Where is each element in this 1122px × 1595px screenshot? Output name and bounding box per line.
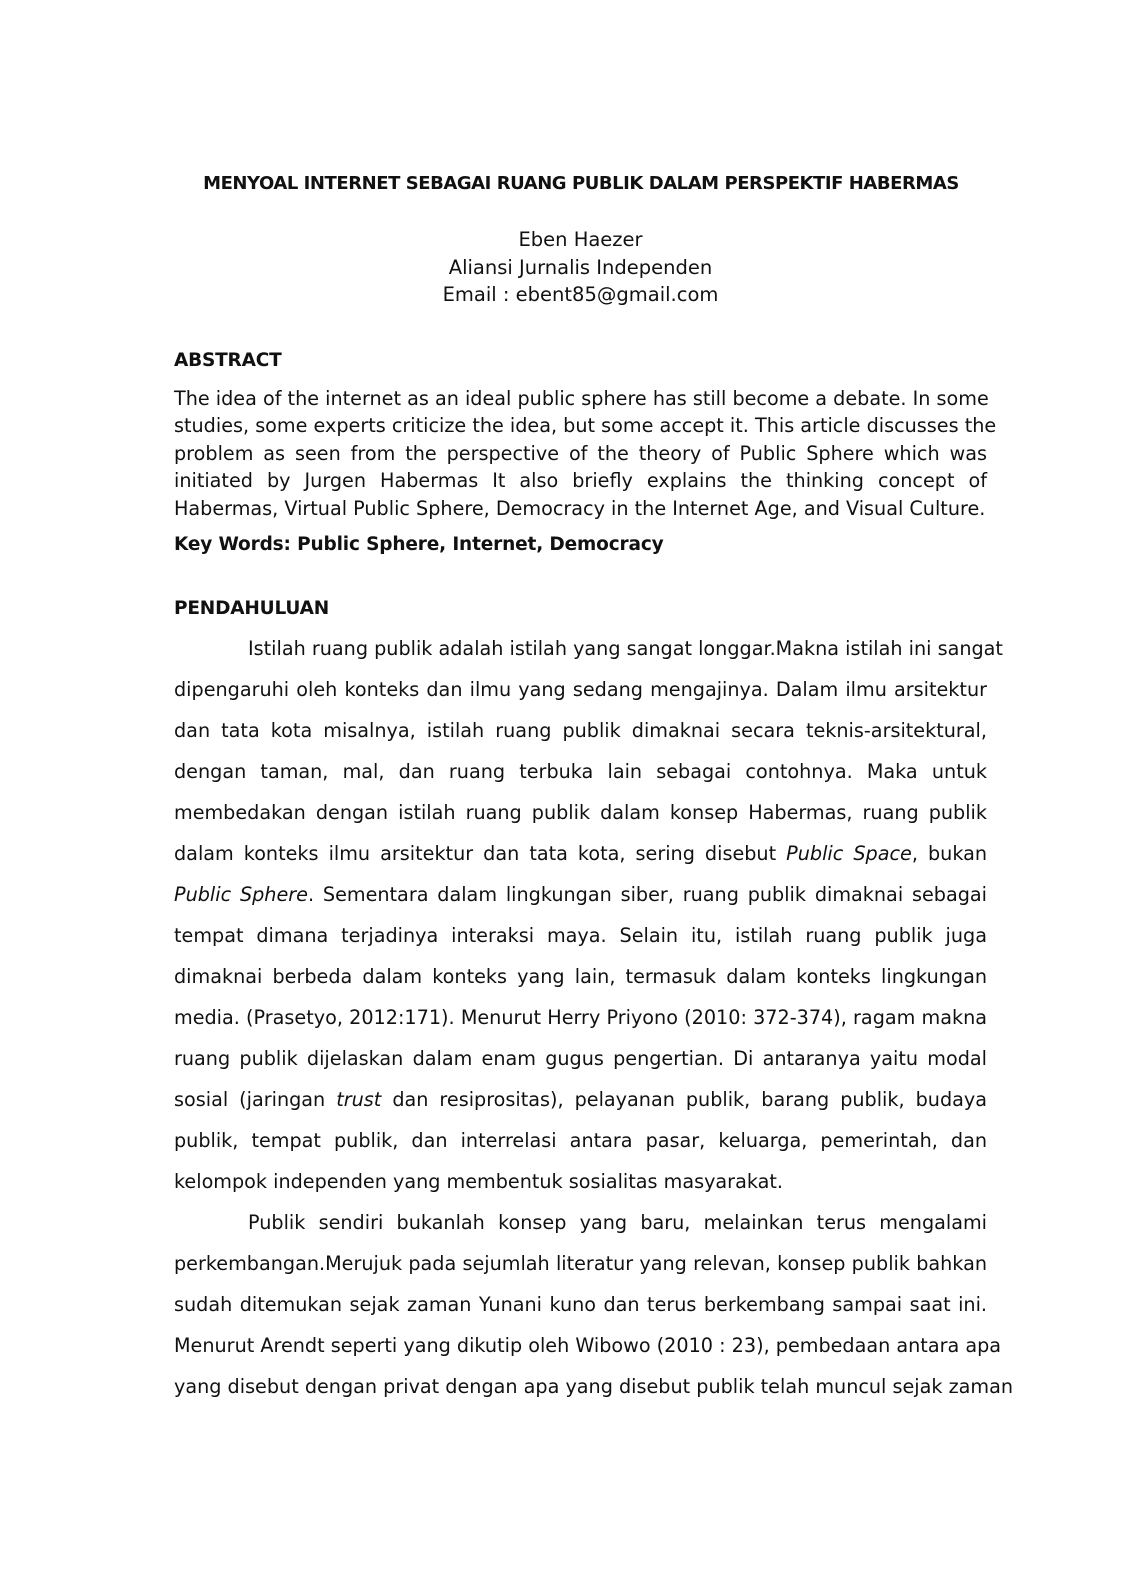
- body-line: tempat dimana terjadinya interaksi maya. Selain itu, istilah ruang publik juga: [174, 924, 987, 947]
- abstract-line: studies, some experts criticize the idea, but some accept it. This article discusses the: [174, 414, 997, 437]
- abstract-line: Habermas, Virtual Public Sphere, Democracy in the Internet Age, and Visual Culture.: [174, 496, 986, 520]
- abstract-text: [174, 385, 997, 523]
- body-line: sudah ditemukan sejak zaman Yunani kuno dan terus berkembang sampai saat ini.: [174, 1293, 987, 1316]
- author-email: Email : ebent85@gmail.com: [442, 283, 719, 306]
- author-name: Eben Haezer: [518, 228, 643, 251]
- introduction-paragraph-2: [174, 1202, 1014, 1407]
- body-line: dipengaruhi oleh konteks dan ilmu yang sedang mengajinya. Dalam ilmu arsitektur: [174, 678, 987, 701]
- body-line: [174, 833, 987, 874]
- body-text-run: sosial (jaringan: [174, 1088, 337, 1111]
- abstract-line: problem as seen from the perspective of the theory of Public Sphere which was: [174, 441, 987, 465]
- body-line: dengan taman, mal, dan ruang terbuka lain sebagai contohnya. Maka untuk: [174, 760, 987, 783]
- body-line: membedakan dengan istilah ruang publik dalam konsep Habermas, ruang publik: [174, 801, 987, 824]
- abstract-heading: ABSTRACT: [174, 349, 282, 371]
- italic-term: Public Space: [786, 842, 912, 865]
- body-line: Publik sendiri bukanlah konsep yang baru, melainkan terus mengalami: [248, 1211, 987, 1234]
- abstract-line: initiated by Jurgen Habermas It also briefly explains the thinking concept of: [174, 469, 987, 492]
- author-block: [174, 226, 987, 309]
- body-line: [174, 874, 987, 915]
- introduction-paragraph-1: [174, 628, 1003, 1202]
- author-affiliation: Aliansi Jurnalis Independen: [448, 255, 713, 279]
- paper-title: MENYOAL INTERNET SEBAGAI RUANG PUBLIK DALAM PERSPEKTIF HABERMAS: [203, 173, 959, 194]
- document-page: [174, 173, 1014, 1407]
- body-text-run: , bukan: [911, 842, 988, 865]
- body-line: ruang publik dijelaskan dalam enam gugus pengertian. Di antaranya yaitu modal: [174, 1047, 987, 1070]
- body-line: kelompok independen yang membentuk sosialitas masyarakat.: [174, 1170, 783, 1193]
- abstract-line: The idea of the internet as an ideal public sphere has still become a debate. In some: [174, 386, 989, 410]
- body-text-run: . Sementara dalam lingkungan siber, ruang publik dimaknai sebagai: [307, 883, 987, 906]
- body-line: Istilah ruang publik adalah istilah yang sangat longgar.Makna istilah ini sangat: [248, 637, 1003, 660]
- body-line: Menurut Arendt seperti yang dikutip oleh Wibowo (2010 : 23), pembedaan antara apa: [174, 1334, 1002, 1357]
- body-line: [174, 1079, 987, 1120]
- body-line: dimaknai berbeda dalam konteks yang lain, termasuk dalam konteks lingkungan: [174, 965, 987, 988]
- body-text-run: dan resiprositas), pelayanan publik, barang publik, budaya: [381, 1088, 987, 1111]
- keywords: Key Words: Public Sphere, Internet, Democracy: [174, 534, 664, 555]
- body-line: dan tata kota misalnya, istilah ruang publik dimaknai secara teknis-arsitektural,: [174, 719, 987, 742]
- body-text-run: dalam konteks ilmu arsitektur dan tata kota, sering disebut: [174, 842, 787, 865]
- body-line: media. (Prasetyo, 2012:171). Menurut Herry Priyono (2010: 372-374), ragam makna: [174, 1006, 987, 1029]
- introduction-heading: PENDAHULUAN: [174, 598, 330, 619]
- body-line: yang disebut dengan privat dengan apa yang disebut publik telah muncul sejak zaman: [174, 1375, 1014, 1398]
- italic-term: trust: [336, 1088, 382, 1111]
- body-line: perkembangan.Merujuk pada sejumlah literatur yang relevan, konsep publik bahkan: [174, 1252, 987, 1275]
- italic-term: Public Sphere: [174, 883, 308, 906]
- body-line: publik, tempat publik, dan interrelasi antara pasar, keluarga, pemerintah, dan: [174, 1129, 987, 1152]
